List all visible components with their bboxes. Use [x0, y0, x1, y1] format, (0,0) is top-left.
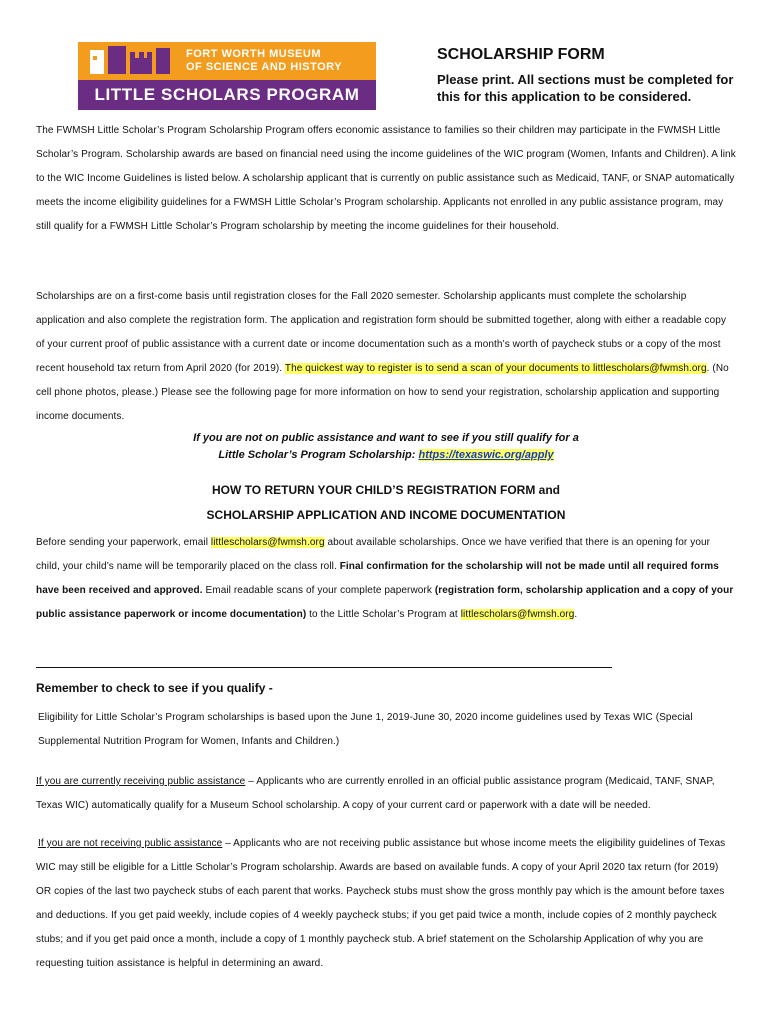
remember-heading: Remember to check to see if you qualify - [36, 681, 273, 695]
deadline-text: Scholarships are on a first-come basis until registration closes for the Fall 2020 semester. Scholarship applicants must complete the scholarship application and also complete the registration form. The application and registration form should be submitted together, along with either a readable copy of your current proof of public assistance with a current date or income documentation such as a month’s worth of paycheck stubs or a copy of the most recent household tax return from April 2020 (for 2019). [36, 291, 727, 374]
email-link-2[interactable]: littlescholars@fwmsh.org [460, 609, 575, 620]
separator-line [36, 667, 612, 668]
logo-line-2: OF SCIENCE AND HISTORY [186, 61, 343, 73]
quickest-way-highlight: The quickest way to register is to send a scan of your documents to littlescholars@fwmsh.org [284, 363, 707, 374]
required-documents-note: (registration form, scholarship application and a copy of your public assistance paperwork or income documentation) [36, 585, 734, 620]
how-to-text-a: Before sending your paperwork, email [36, 537, 211, 548]
qualify-note [36, 430, 736, 464]
logo-line-1: FORT WORTH MUSEUM [186, 48, 321, 60]
qualify-note-line-1: If you are not on public assistance and want to see if you still qualify for a [193, 432, 579, 444]
how-to-heading-1: HOW TO RETURN YOUR CHILD’S REGISTRATION FORM and [212, 483, 560, 497]
castle-shapes-icon [90, 46, 172, 76]
receiving-assistance-text: – Applicants who are currently enrolled in an official public assistance program (Medicaid, TANF, SNAP, Texas WIC) automatically qualify for a Museum School scholarship. A copy of your current card or paperwork with a date will be needed. [36, 776, 715, 811]
how-to-text-c: Email readable scans of your complete paperwork [202, 585, 435, 596]
intro-paragraph: The FWMSH Little Scholar’s Program Scholarship Program offers economic assistance to families so their children may participate in the FWMSH Little Scholar’s Program. Scholarship awards are based on financial need using the income guidelines of the WIC program (Women, Infants and Children). A link to the WIC Income Guidelines is listed below. A scholarship applicant that is currently on public assistance such as Medicaid, TANF, or SNAP automatically meets the income eligibility guidelines for a FWMSH Little Scholar’s Program scholarship. Applicants not enrolled in any public assistance program, may still qualify for a FWMSH Little Scholar’s Program scholarship by meeting the income guidelines for their household. [36, 125, 736, 232]
how-to-text-b: about available scholarships. Once we have verified that there is an opening for your child, your child’s name will be temporarily placed on the class roll. [36, 537, 711, 572]
deadline-tail: . (No cell phone photos, please.) Please see the following page for more information on how to send your registration, scholarship application and supporting income documents. [36, 363, 729, 422]
not-receiving-assistance-label: If you are not receiving public assistance [38, 838, 223, 849]
receiving-assistance-paragraph [36, 770, 736, 818]
form-instructions: Please print. All sections must be completed for this for this application to be considered. [437, 72, 734, 104]
form-title: SCHOLARSHIP FORM [437, 46, 605, 63]
eligibility-paragraph: Eligibility for Little Scholar’s Program scholarships is based upon the June 1, 2019-June 30, 2020 income guidelines used by Texas WIC (Special Supplemental Nutrition Program for Women, Infants and Children.) [38, 712, 693, 747]
logo-top-band [78, 42, 376, 80]
logo-museum-name [186, 48, 342, 74]
program-logo [78, 42, 376, 110]
not-receiving-assistance-text: – Applicants who are not receiving public assistance but whose income meets the eligibility guidelines of Texas WIC may still be eligible for a Little Scholar’s Program scholarship. Awards are based on available funds. A copy of your April 2020 tax return (for 2019) OR copies of the last two paycheck stubs of each parent that works. Paycheck stubs must show the gross monthly pay which is the amount before taxes and deductions. If you get paid weekly, include copies of 4 weekly paycheck stubs; if you get paid twice a month, include copies of 2 monthly paycheck stubs; and if you get paid once a month, include a copy of 1 monthly paycheck stub. A brief statement on the Scholarship Application of why you are requesting tuition assistance is helpful in determining an award. [36, 838, 726, 969]
how-to-paragraph [36, 531, 736, 627]
receiving-assistance-label: If you are currently receiving public assistance [36, 776, 246, 787]
how-to-text-d: to the Little Scholar’s Program at [306, 609, 461, 620]
email-link-1[interactable]: littlescholars@fwmsh.org [210, 537, 325, 548]
how-to-text-e: . [574, 609, 578, 620]
final-confirmation-note: Final confirmation for the scholarship will not be made until all required forms have been received and approved. [36, 561, 719, 596]
not-receiving-assistance-paragraph [36, 832, 736, 976]
deadline-paragraph [36, 285, 736, 429]
logo-program-name: LITTLE SCHOLARS PROGRAM [78, 80, 376, 110]
texaswic-link[interactable]: https://texaswic.org/apply [418, 449, 554, 461]
how-to-heading-2: SCHOLARSHIP APPLICATION AND INCOME DOCUMENTATION [206, 508, 566, 522]
qualify-note-prefix: Little Scholar’s Program Scholarship: [218, 449, 419, 461]
qualify-note-line-2 [36, 447, 736, 464]
